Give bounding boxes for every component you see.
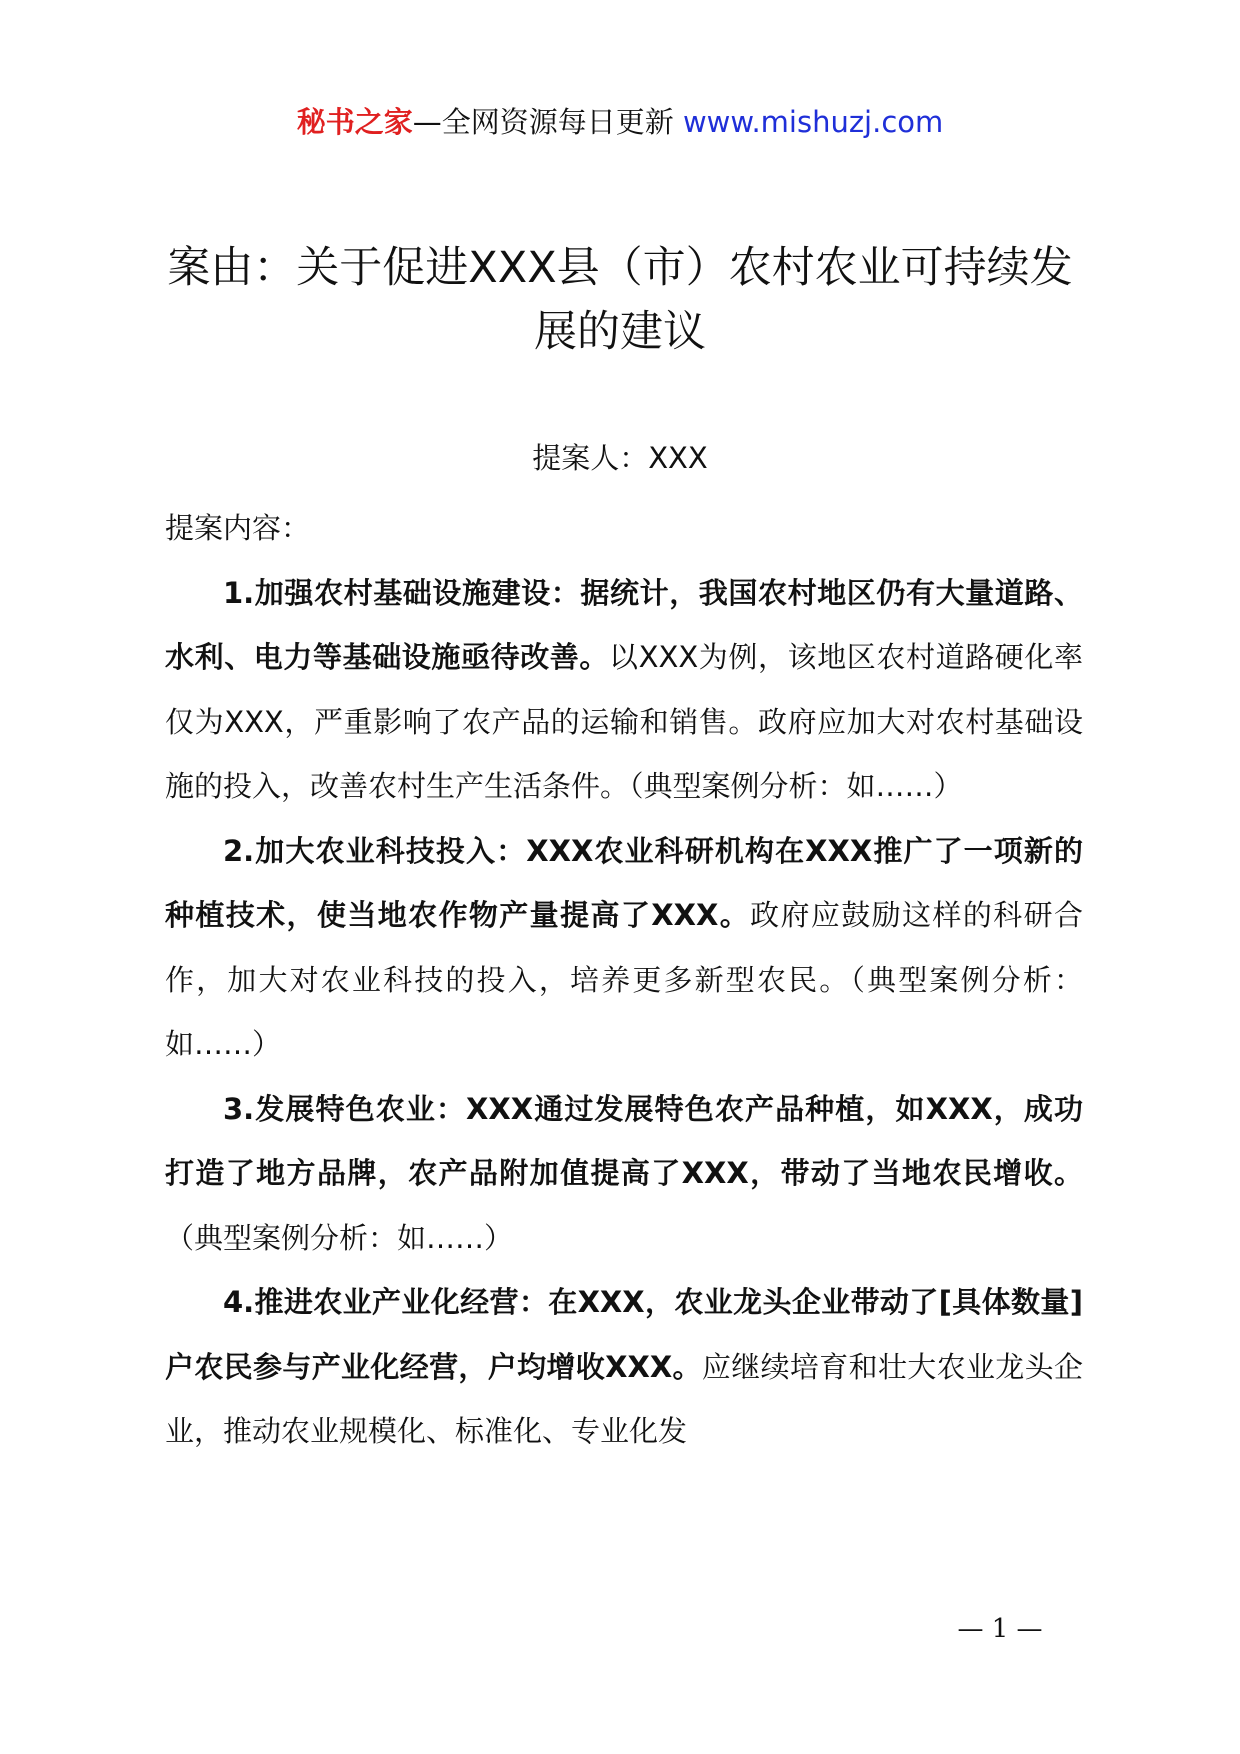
proposal-item [165, 1270, 1083, 1464]
page-number: — 1 — [957, 1614, 1043, 1644]
proposal-item [165, 561, 1083, 819]
proposal-content [165, 496, 1083, 1464]
item-body: 以XXX为例，该地区农村道路硬化率仅为XXX，严重影响了农产品的运输和销售。政府应加大对农村基础设施的投入，改善农村生产生活条件。（典型案例分析：如……） [165, 640, 1083, 803]
item-emphasis: 4.推进农业产业化经营：在XXX，农业龙头企业带动了[具体数量]户农民参与产业化经营，户均增收XXX。 [165, 1285, 1083, 1384]
proposer-line: 提案人：XXX [532, 441, 708, 475]
item-body: （典型案例分析：如……） [165, 1220, 514, 1255]
content-label: 提案内容： [165, 511, 311, 545]
website-link[interactable]: www.mishuzj.com [682, 105, 944, 139]
item-body: 应继续培育和壮大农业龙头企业，推动农业规模化、标准化、专业化发 [165, 1349, 1083, 1448]
item-emphasis: 2.加大农业科技投入：XXX农业科研机构在XXX推广了一项新的种植技术，使当地农作物产量提高了XXX。 [165, 833, 1083, 932]
site-banner [0, 102, 1240, 142]
item-body: 政府应鼓励这样的科研合作，加大对农业科技的投入，培养更多新型农民。（典型案例分析：如……） [165, 898, 1083, 1061]
item-emphasis: 1.加强农村基础设施建设：据统计，我国农村地区仍有大量道路、水利、电力等基础设施亟待改善。 [165, 575, 1083, 674]
item-emphasis: 3.发展特色农业：XXX通过发展特色农产品种植，如XXX，成功打造了地方品牌，农产品附加值提高了XXX，带动了当地农民增收。 [165, 1091, 1083, 1190]
proposal-item [165, 819, 1083, 1077]
proposal-item [165, 1077, 1083, 1271]
brand-name: 秘书之家 [296, 105, 413, 139]
document-title: 案由：关于促进XXX县（市）农村农业可持续发展的建议 [167, 243, 1073, 357]
banner-slogan: —全网资源每日更新 [412, 105, 674, 139]
